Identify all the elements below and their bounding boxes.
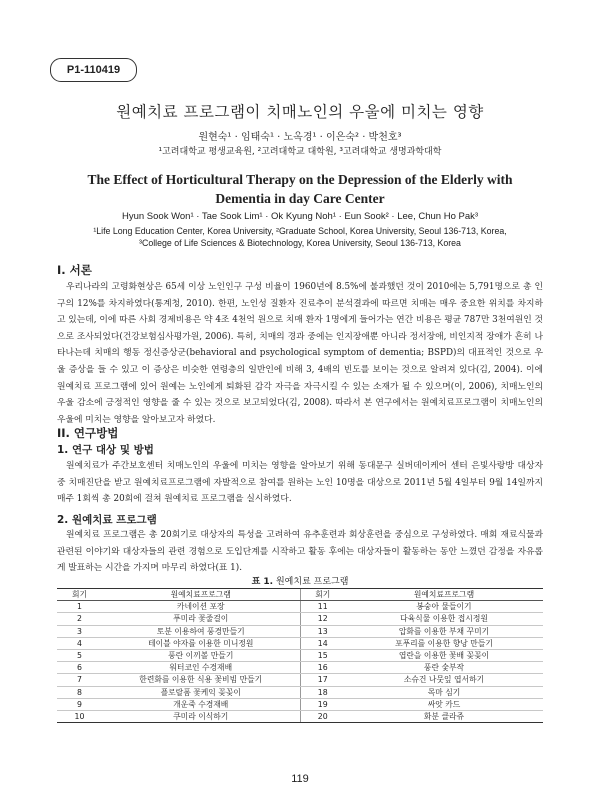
table-row xyxy=(57,650,543,662)
table-row xyxy=(57,613,543,625)
affiliation-line1: ¹Life Long Education Center, Korea University, ²Graduate School, Korea University, Seoul 136-713, Korea, xyxy=(93,226,507,236)
title-english-line2: Dementia in day Care Center xyxy=(215,191,385,206)
cell-session: 14 xyxy=(300,637,345,649)
cell-program: 싸앗 카드 xyxy=(345,698,543,710)
cell-session: 13 xyxy=(300,625,345,637)
affiliation-line2: ³College of Life Sciences & Biotechnology, Korea University, Seoul 136-713, Korea xyxy=(139,238,461,248)
cell-program: 개운죽 수경재배 xyxy=(102,698,300,710)
cell-program: 봉숭아 물들이기 xyxy=(345,601,543,613)
title-english xyxy=(0,170,600,208)
cell-program: 한련화를 이용한 식용 꽃비빔 만들기 xyxy=(102,674,300,686)
table-header-row xyxy=(57,589,543,601)
cell-session: 18 xyxy=(300,686,345,698)
cell-program: 압화를 이용한 부채 꾸미기 xyxy=(345,625,543,637)
table-caption xyxy=(0,574,600,587)
header-session: 회기 xyxy=(300,589,345,601)
cell-session: 7 xyxy=(57,674,102,686)
title-english-line1: The Effect of Horticultural Therapy on the Depression of the Elderly with xyxy=(87,172,513,187)
cell-program: 워터코인 수경재배 xyxy=(102,662,300,674)
cell-session: 8 xyxy=(57,686,102,698)
cell-session: 19 xyxy=(300,698,345,710)
cell-program: 테이블 야자를 이용한 미니정원 xyxy=(102,637,300,649)
cell-session: 6 xyxy=(57,662,102,674)
table-row xyxy=(57,686,543,698)
title-korean: 원예치료 프로그램이 치매노인의 우울에 미치는 영향 xyxy=(116,103,484,121)
cell-program: 소슈건 나뭇잎 엽서하기 xyxy=(345,674,543,686)
authors-english: Hyun Sook Won¹ · Tae Sook Lim¹ · Ok Kyung Noh¹ · Eun Sook² · Lee, Chun Ho Pak³ xyxy=(121,211,479,222)
table-row xyxy=(57,662,543,674)
poster-id-badge: P1-110419 xyxy=(50,58,137,82)
cell-session: 15 xyxy=(300,650,345,662)
table-row xyxy=(57,698,543,710)
cell-session: 16 xyxy=(300,662,345,674)
table-caption-text: 원예치료 프로그램 xyxy=(275,577,349,587)
header-program: 원예치료프로그램 xyxy=(102,589,300,601)
affiliations-korean: ¹고려대학교 평생교육원, ²고려대학교 대학원, ³고려대학교 생명과학대학 xyxy=(158,147,442,157)
table-row xyxy=(57,637,543,649)
table-row xyxy=(57,711,543,723)
section-intro-text: 우리나라의 고령화현상은 65세 이상 노인인구 구성 비율이 1960년에 8.5%에 불과했던 것이 2010에는 5,791명으로 총 인구의 12%를 차지하였다(통계청, 2010). 한편, 노인성 질환자 진료추이 분석결과에 따르면 치매는 매우 중요한 위치를 차지하고 있는데, 이에 따른 사회 경제비용은 약 4조 4천억 원으로 치매 환자 1명에게 들어가는 연간 비용은 평균 787만 3천여원인 것으로 조사되었다(건강보험심사평가원, 2006). 특히, 치매의 경과 중에는 인지장애뿐 아니라 정서장애, 비인지적 장애가 흔히 나타나는데 치매의 행동 정신증상군(behavioral and psychological symptom of dementia; BSPD)의 대표적인 것으로 우울 증상을 들 수 있고 이 증상은 비슷한 연령층의 일반인에 비해 3, 4배의 빈도를 보이는 것으로 알려져 있다(김, 2004). 이에 원예치료 프로그램에 있어 원예는 노인에게 퇴화된 감각 자극을 자극시킬 수 있는 소재가 될 수 있으며(이, 2006), 치매노인의 우울 감소에 긍정적인 영향을 줄 수 있는 것으로 보고되었다(김, 2008). 따라서 본 연구에서는 원예치료프로그램이 치매노인의 우울에 미치는 영향을 알아보고자 하였다. xyxy=(57,282,544,425)
program-table xyxy=(57,588,543,723)
cell-program: 플로랄폼 꽃케익 꽂꽂이 xyxy=(102,686,300,698)
subsection-subjects-heading: 1. 연구 대상 및 방법 xyxy=(57,444,154,456)
section-methods-heading: II. 연구방법 xyxy=(57,426,119,440)
cell-program: 카네이션 포장 xyxy=(102,601,300,613)
table-row xyxy=(57,674,543,686)
table-caption-label: 표 1. xyxy=(251,577,274,587)
cell-program: 토분 이용하여 풍경만들기 xyxy=(102,625,300,637)
cell-session: 11 xyxy=(300,601,345,613)
header-program: 원예치료프로그램 xyxy=(345,589,543,601)
cell-session: 20 xyxy=(300,711,345,723)
table-row xyxy=(57,625,543,637)
cell-session: 10 xyxy=(57,711,102,723)
cell-program: 목마 심기 xyxy=(345,686,543,698)
cell-program: 풍란 숯부작 xyxy=(345,662,543,674)
cell-session: 2 xyxy=(57,613,102,625)
cell-program: 다육식물 이용한 접시정원 xyxy=(345,613,543,625)
cell-program: 포푸리를 이용한 향낭 만들기 xyxy=(345,637,543,649)
subsection-subjects-text: 원예치료가 주간보호센터 치매노인의 우울에 미치는 영향을 알아보기 위해 동대문구 실버데이케어 센터 은빛사랑방 대상자 중 치매진단을 받고 원예치료프로그램에 자발적으로 참여를 원하는 노인 10명을 대상으로 2011년 5월 4일부터 9월 14일까지 매주 1회씩 총 20회에 걸쳐 원예치료 프로그램을 실시하였다. xyxy=(57,461,543,505)
subsection-program-heading: 2. 원예치료 프로그램 xyxy=(57,514,157,526)
cell-session: 17 xyxy=(300,674,345,686)
cell-program: 화분 클라쥬 xyxy=(345,711,543,723)
table-row xyxy=(57,601,543,613)
cell-session: 1 xyxy=(57,601,102,613)
authors-korean: 원현숙¹ · 임태숙¹ · 노옥경¹ · 이은숙² · 박천호³ xyxy=(198,132,402,143)
section-intro-heading: I. 서론 xyxy=(57,263,92,277)
cell-program: 푸미라 꽃줄걸이 xyxy=(102,613,300,625)
cell-program: 풍란 이끼볼 만들기 xyxy=(102,650,300,662)
cell-session: 9 xyxy=(57,698,102,710)
cell-session: 12 xyxy=(300,613,345,625)
cell-program: 쿠미라 이식하기 xyxy=(102,711,300,723)
cell-program: 엽란을 이용한 꽃배 꽂꽂이 xyxy=(345,650,543,662)
page-number: 119 xyxy=(291,773,309,785)
affiliations-english xyxy=(0,225,600,249)
cell-session: 4 xyxy=(57,637,102,649)
cell-session: 3 xyxy=(57,625,102,637)
cell-session: 5 xyxy=(57,650,102,662)
subsection-program-text: 원예치료 프로그램은 총 20회기로 대상자의 특성을 고려하여 유추훈련과 회상훈련을 중심으로 구성하였다. 매회 재료식물과 관련된 이야기와 대상자들의 관련 경험으로 도입단계를 시작하고 활동 후에는 대상자들이 활동하는 동안 느꼈던 감정을 자유롭게 발표하는 시간을 가지며 마무리 하였다(표 1). xyxy=(57,530,543,574)
header-session: 회기 xyxy=(57,589,102,601)
